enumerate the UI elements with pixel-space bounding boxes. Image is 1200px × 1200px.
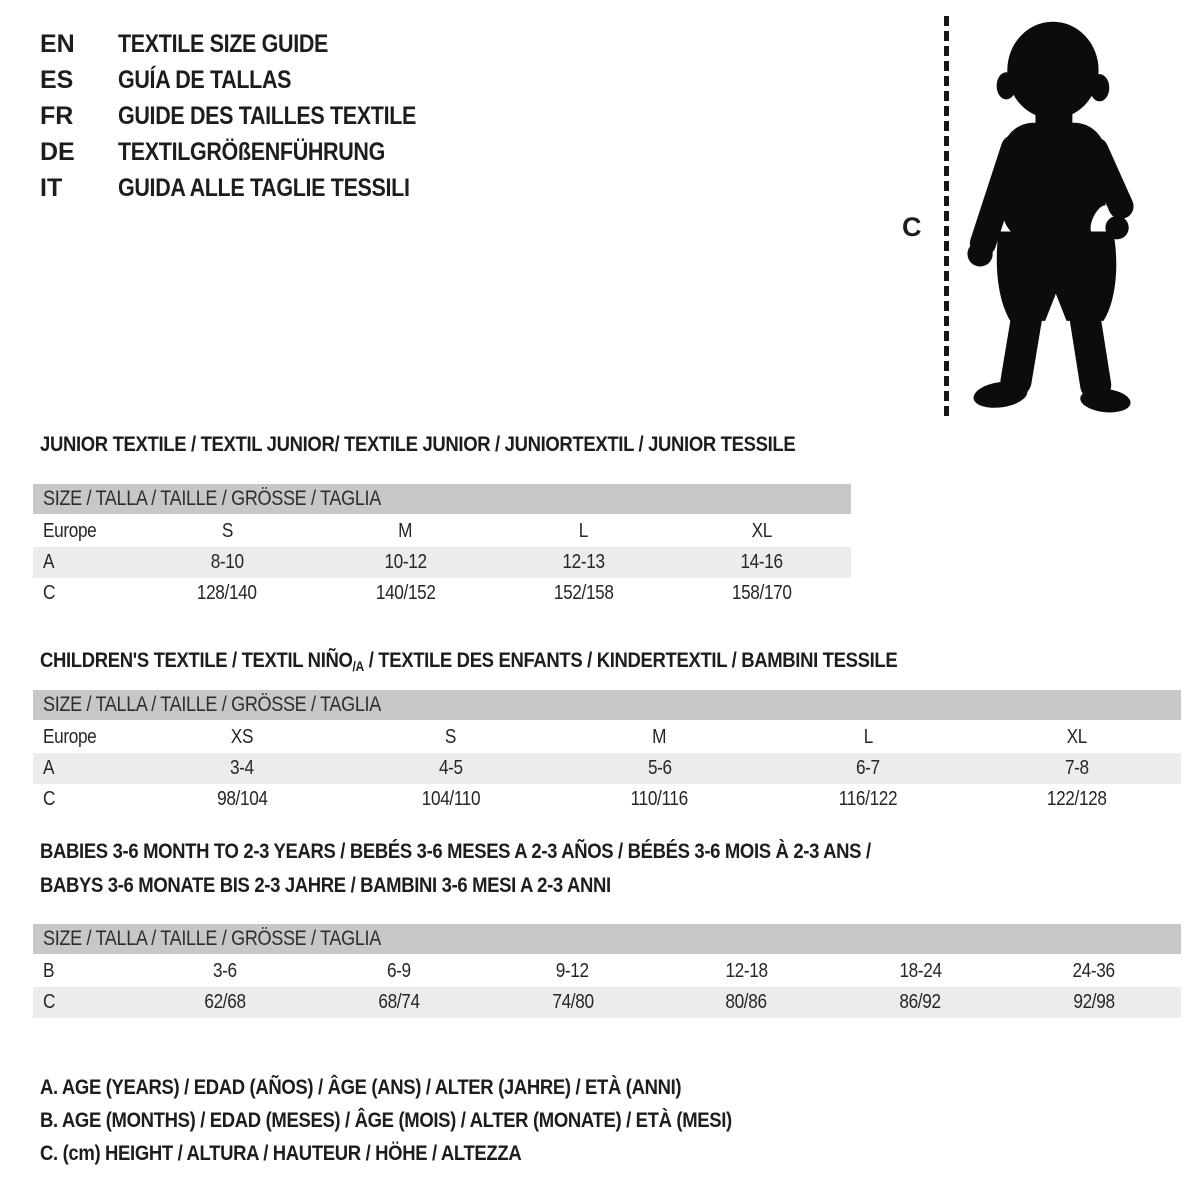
row-label: Europe: [43, 726, 97, 748]
size-value: M: [652, 726, 667, 748]
size-value: XL: [1066, 726, 1087, 748]
table-row-age: [33, 753, 1181, 784]
language-title: TEXTILE SIZE GUIDE: [118, 29, 329, 58]
months-value: 6-9: [386, 960, 411, 982]
size-value: L: [863, 726, 873, 748]
size-header-bar: SIZE / TALLA / TAILLE / GRÖSSE / TAGLIA: [33, 924, 1181, 954]
table-row-age: [33, 547, 851, 578]
height-value: 140/152: [375, 582, 436, 604]
height-value: 110/116: [630, 788, 689, 810]
height-value: 116/122: [838, 788, 898, 810]
table-row-height: [33, 578, 851, 609]
age-value: 12-13: [562, 551, 605, 573]
babies-size-table: [33, 924, 1181, 1018]
nino-a-subscript: /A: [352, 658, 364, 674]
children-section-title: CHILDREN'S TEXTILE / TEXTIL NIÑO/A / TEXTILE DES ENFANTS / KINDERTEXTIL / BAMBINI TESSILE: [40, 648, 898, 674]
height-value: 80/86: [725, 991, 768, 1013]
language-code: IT: [40, 173, 63, 202]
height-measure-label: C: [902, 212, 922, 242]
table-row-months: [33, 956, 1181, 987]
size-value: XS: [231, 726, 254, 748]
size-value: XL: [751, 520, 773, 542]
height-value: 158/170: [731, 582, 792, 604]
height-value: 92/98: [1073, 991, 1115, 1013]
age-value: 7-8: [1064, 757, 1089, 779]
height-value: 98/104: [217, 788, 268, 810]
table-row-europe: [33, 516, 851, 547]
table-row-height: [33, 784, 1181, 815]
age-value: 6-7: [856, 757, 880, 779]
row-label: C: [43, 582, 56, 604]
age-value: 14-16: [740, 551, 784, 573]
height-value: 68/74: [378, 991, 420, 1013]
height-value: 104/110: [421, 788, 481, 810]
row-label: Europe: [43, 520, 97, 542]
language-title: GUIDA ALLE TAGLIE TESSILI: [118, 173, 410, 202]
language-code: ES: [40, 65, 74, 94]
age-value: 8-10: [210, 551, 244, 573]
height-value: 122/128: [1046, 788, 1107, 810]
language-title: GUIDE DES TAILLES TEXTILE: [118, 101, 417, 130]
language-title: GUÍA DE TALLAS: [118, 65, 292, 94]
months-value: 18-24: [899, 960, 942, 982]
months-value: 3-6: [212, 960, 237, 982]
size-header-bar: SIZE / TALLA / TAILLE / GRÖSSE / TAGLIA: [33, 690, 1181, 720]
row-label: B: [43, 960, 55, 982]
size-value: M: [398, 520, 413, 542]
age-value: 4-5: [438, 757, 463, 779]
height-dashed-line: [944, 16, 949, 416]
size-value: S: [221, 520, 233, 542]
months-value: 12-18: [725, 960, 768, 982]
age-value: 10-12: [384, 551, 427, 573]
legend-line-b: B. AGE (MONTHS) / EDAD (MESES) / ÂGE (MOIS) / ALTER (MONATE) / ETÀ (MESI): [40, 1108, 732, 1132]
language-row-it: [40, 170, 465, 206]
language-title: TEXTILGRÖßENFÜHRUNG: [118, 137, 385, 166]
table-row-europe: [33, 722, 1181, 753]
babies-title-line2: BABYS 3-6 MONATE BIS 2-3 JAHRE / BAMBINI 3-6 MESI A 2-3 ANNI: [40, 873, 611, 897]
language-row-fr: [40, 98, 465, 134]
months-value: 9-12: [556, 960, 590, 982]
junior-section-title: JUNIOR TEXTILE / TEXTIL JUNIOR/ TEXTILE JUNIOR / JUNIORTEXTIL / JUNIOR TESSILE: [40, 432, 796, 456]
language-row-de: [40, 134, 465, 170]
height-value: 86/92: [899, 991, 941, 1013]
size-header-bar: SIZE / TALLA / TAILLE / GRÖSSE / TAGLIA: [33, 484, 851, 514]
toddler-silhouette-icon: [952, 12, 1150, 420]
row-label: C: [43, 788, 56, 810]
babies-title-line1: BABIES 3-6 MONTH TO 2-3 YEARS / BEBÉS 3-6 MESES A 2-3 AÑOS / BÉBÉS 3-6 MOIS À 2-3 ANS /: [40, 839, 871, 863]
language-code: DE: [40, 137, 75, 166]
language-code: EN: [40, 29, 75, 58]
height-value: 128/140: [197, 582, 258, 604]
babies-section-title: [40, 839, 1006, 907]
months-value: 24-36: [1072, 960, 1116, 982]
legend-line-c: C. (cm) HEIGHT / ALTURA / HAUTEUR / HÖHE / ALTEZZA: [40, 1141, 522, 1165]
size-value: S: [445, 726, 457, 748]
junior-size-table: [33, 484, 851, 609]
age-value: 3-4: [230, 757, 255, 779]
table-row-height: [33, 987, 1181, 1018]
language-title-list: [40, 26, 465, 206]
children-size-table: [33, 690, 1181, 815]
height-value: 152/158: [553, 582, 614, 604]
legend-line-a: A. AGE (YEARS) / EDAD (AÑOS) / ÂGE (ANS) / ALTER (JAHRE) / ETÀ (ANNI): [40, 1075, 682, 1099]
row-label: C: [43, 991, 56, 1013]
size-value: L: [579, 520, 589, 542]
measure-legend: [40, 1075, 845, 1174]
row-label: A: [43, 551, 55, 573]
language-code: FR: [40, 101, 74, 130]
height-value: 62/68: [204, 991, 246, 1013]
age-value: 5-6: [647, 757, 672, 779]
language-row-es: [40, 62, 465, 98]
language-row-en: [40, 26, 465, 62]
height-value: 74/80: [551, 991, 594, 1013]
row-label: A: [43, 757, 55, 779]
